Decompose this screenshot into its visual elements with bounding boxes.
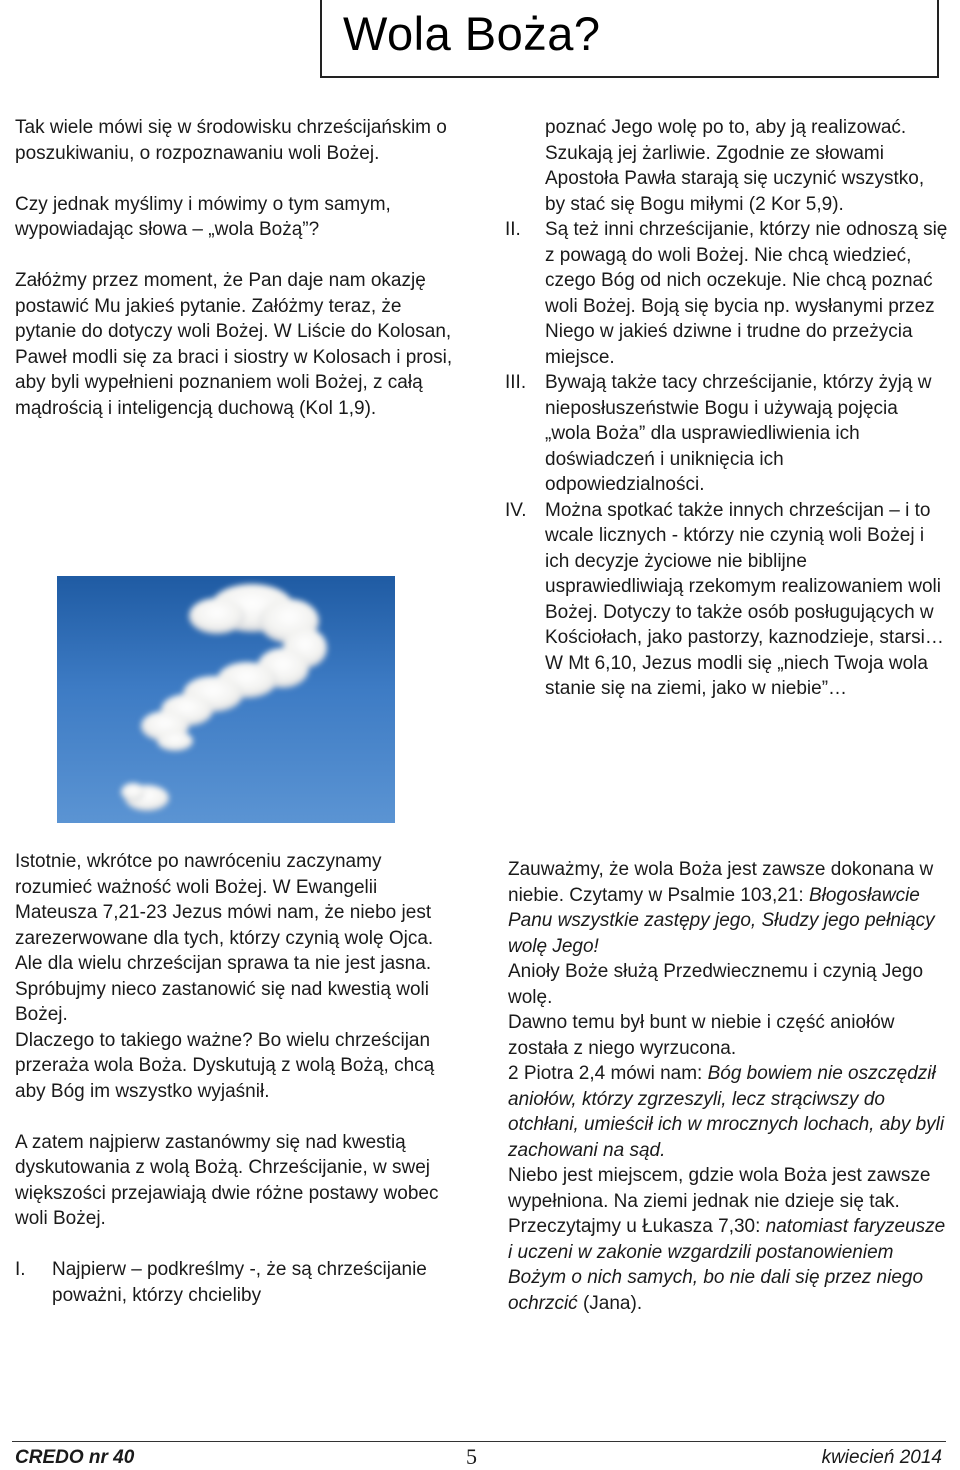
- list-text: Najpierw – podkreślmy -, że są chrześcijanie poważni, którzy chcieliby: [52, 1259, 427, 1306]
- text: Przeczytajmy u Łukasza 7,30:: [508, 1216, 766, 1237]
- footer-date: kwiecień 2014: [821, 1447, 942, 1468]
- paragraph: Dlaczego to takiego ważne? Bo wielu chrześcijan przeraża wola Boża. Dyskutują z wolą Bożą, chcą aby Bóg im wszystko wyjaśnił.: [15, 1029, 435, 1102]
- paragraph: [508, 1214, 948, 1316]
- list-item: [505, 217, 948, 370]
- paragraph: Dawno temu był bunt w niebie i część aniołów została z niego wyrzucona.: [508, 1012, 895, 1059]
- right-column-top: [505, 115, 948, 702]
- paragraph: [508, 1061, 948, 1163]
- page-title: Wola Boża?: [343, 7, 601, 60]
- paragraph: A zatem najpierw zastanówmy się nad kwestią dyskutowania z wolą Bożą. Chrześcijanie, w swej większości przejawiają dwie różne postawy wobec woli Bożej.: [15, 1131, 439, 1229]
- footer-publication: CREDO nr 40: [15, 1447, 135, 1468]
- list-text: Bywają także tacy chrześcijanie, którzy żyją w nieposłuszeństwie Bogu i używają pojęcia „wola Boża” dla usprawiedliwienia ich doświadczeń i uniknięcia ich odpowiedzialności.: [545, 372, 932, 495]
- paragraph: Czy jednak myślimy i mówimy o tym samym, wypowiadając słowa – „wola Bożą”?: [15, 193, 391, 240]
- text: 2 Piotra 2,4 mówi nam:: [508, 1063, 708, 1084]
- list-text: poznać Jego wolę po to, aby ją realizować. Szukają jej żarliwie. Zgodnie ze słowami Apostoła Pawła starają się uczynić wszystko, by stać się Bogu miłymi (2 Kor 5,9).: [545, 117, 925, 215]
- list-number: III.: [505, 372, 527, 393]
- paragraph: Niebo jest miejscem, gdzie wola Boża jest zawsze wypełniona. Na ziemi jednak nie dzieje się tak.: [508, 1165, 931, 1212]
- paragraph: [508, 857, 948, 959]
- paragraph: Załóżmy przez moment, że Pan daje nam okazję postawić Mu jakieś pytanie. Załóżmy teraz, że pytanie do dotyczy woli Bożej. W Liście do Kolosan, Paweł modli się za braci i siostry w Kolosach i prosi, aby byli wypełnieni poznaniem woli Bożej, z całą mądrością i inteligencją duchową (Kol 1,9).: [15, 270, 453, 419]
- list-text: Są też inni chrześcijanie, którzy nie odnoszą się z powagą do woli Bożej. Nie chcą wiedzieć, czego Bóg od nich oczekuje. Nie chcą poznać woli Bożej. Boją się bycia np. wysłanymi przez Niego w jakieś dziwne i trudne do przeżycia miejsce.: [545, 219, 948, 368]
- text: Zauważmy, że wola Boża jest zawsze dokonana w niebie. Czytamy w Psalmie 103,21:: [508, 859, 934, 906]
- quote: Bóg bowiem nie oszczędził aniołów, którzy zgrzeszyli, lecz strąciwszy do otchłani, umieścił ich w mrocznych lochach, aby byli zachowani na sąd.: [508, 1063, 945, 1161]
- right-column-bottom: [508, 857, 948, 1316]
- paragraph: Anioły Boże służą Przedwiecznemu i czynią Jego wolę.: [508, 961, 924, 1008]
- text: (Jana).: [577, 1292, 643, 1314]
- left-column-bottom: [15, 849, 455, 1308]
- list-number: II.: [505, 219, 521, 240]
- title-box: [320, 0, 939, 78]
- paragraph: Istotnie, wkrótce po nawróceniu zaczynamy rozumieć ważność woli Bożej. W Ewangelii Mateusza 7,21-23 Jezus mówi nam, że niebo jest zarezerwowane dla tych, którzy czynią wolę Ojca. Ale dla wielu chrześcijan sprawa ta nie jest jasna. Spróbujmy nieco zastanowić się nad kwestią woli Bożej.: [15, 851, 434, 1025]
- paragraph: Tak wiele mówi się w środowisku chrześcijańskim o poszukiwaniu, o rozpoznawaniu woli Bożej.: [15, 117, 447, 164]
- list-text: Można spotkać także innych chrześcijan – i to wcale licznych - którzy nie czynią woli Bożej i ich decyzje życiowe nie biblijne usprawiedliwiają rzekomym realizowaniem woli Bożej. Dotyczy to także osób posługujących w Kościołach, jako pastorzy, kaznodzieje, starsi… W Mt 6,10, Jezus modli się „niech Twoja wola stanie się na ziemi, jako w niebie”…: [545, 499, 944, 699]
- quote: natomiast faryzeusze i uczeni w zakonie wzgardzili postanowieniem Bożym o nich samych, bo nie dali się przez niego ochrzcić: [508, 1216, 946, 1314]
- list-item: [505, 370, 948, 498]
- question-mark-cloud-photo: [57, 576, 395, 823]
- quote: Błogosławcie Panu wszystkie zastępy jego, Słudzy jego pełniący wolę Jego!: [508, 884, 935, 957]
- list-number: I.: [15, 1259, 26, 1280]
- left-column-top: [15, 115, 455, 421]
- list-number: IV.: [505, 499, 527, 521]
- cloud-illustration: [57, 576, 395, 823]
- list-item-continuation: [508, 115, 948, 217]
- list-item: [505, 498, 948, 702]
- page-number: 5: [466, 1444, 477, 1469]
- footer-divider: [12, 1441, 946, 1442]
- list-item: [15, 1257, 455, 1308]
